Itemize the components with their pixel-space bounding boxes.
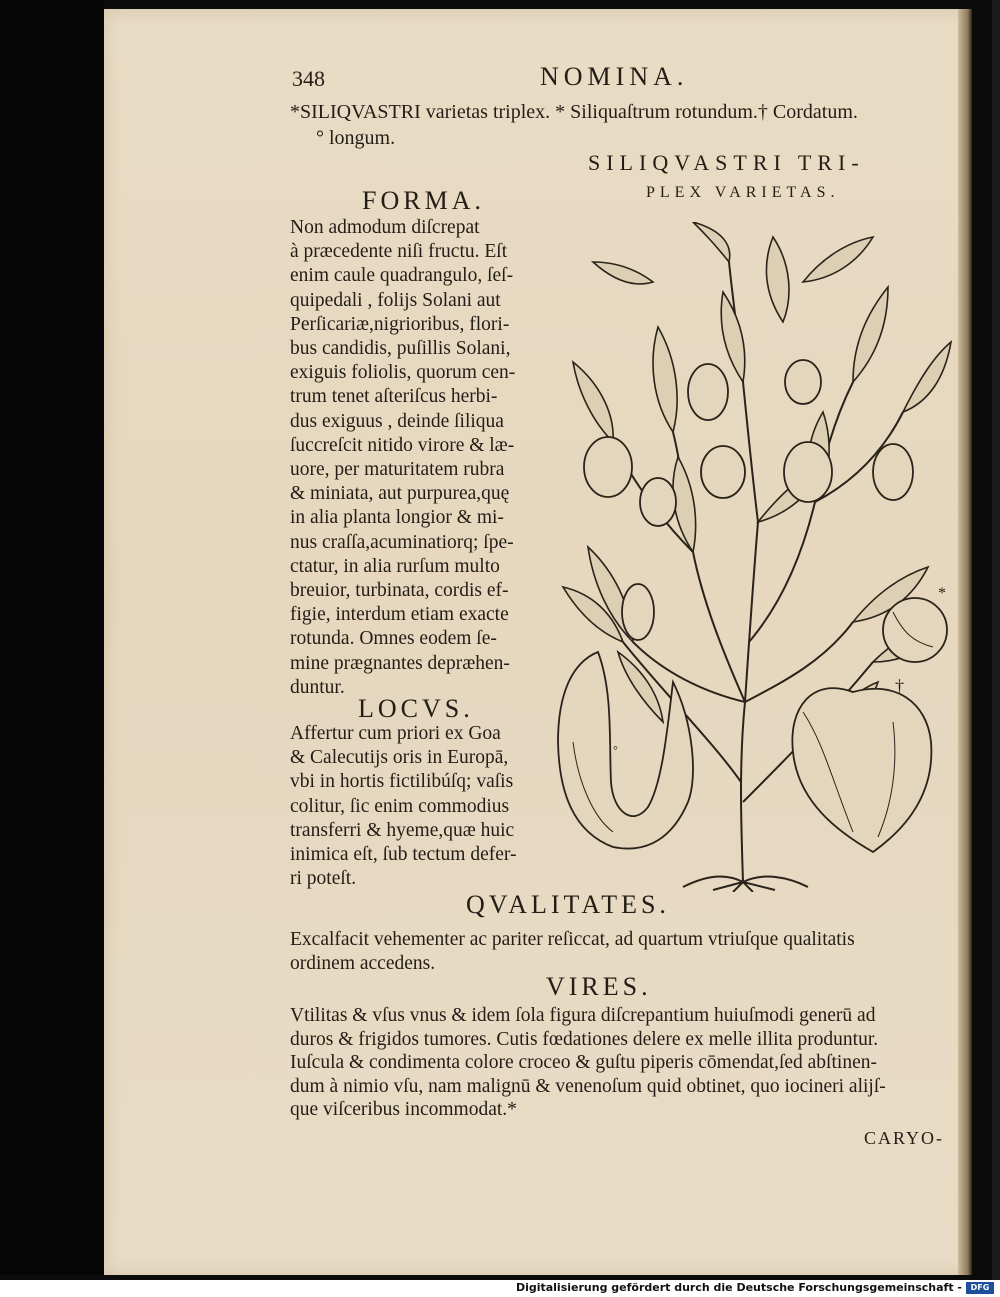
forma-line: enim caule quadrangulo, ſeſ- (290, 265, 514, 287)
section-heading-qualitates: QVALITATES. (466, 890, 670, 919)
locus-line: transferri & hyeme,quæ huic (290, 819, 515, 841)
scan-background-right (992, 0, 1000, 1280)
locus-line: colitur, ſic enim commodius (290, 795, 510, 817)
qualitates-line: Excalfacit vehementer ac pariter reſiccat, ad quartum vtriuſque qualitatis (290, 929, 855, 950)
locus-line: Affertur cum priori ex Goa (290, 723, 501, 744)
pepper-plant-woodcut-illustration (553, 222, 953, 892)
footer-credit: Digitalisierung gefördert durch die Deutsche Forschungsgemeinschaft - (515, 1281, 962, 1294)
forma-line: rotunda. Omnes eodem ſe- (290, 628, 497, 650)
forma-line: ctatur, in alia rurſum multo (290, 555, 500, 577)
vires-line: duros & frigidos tumores. Cutis fœdationes delere ex melle illita produntur. (290, 1028, 879, 1050)
section-heading-vires: VIRES. (546, 972, 652, 1001)
forma-line: nus craſſa,acuminatiorq; ſpe- (290, 531, 514, 553)
mark-rotundum: * (938, 585, 946, 602)
forma-line: in alia planta longior & mi- (290, 507, 504, 529)
forma-line: mine prægnantes depræhen- (290, 652, 510, 674)
forma-line: dus exiguus , deinde ſiliqua (290, 410, 504, 432)
forma-line: à præcedente niſi fructu. Eſt (290, 241, 508, 263)
locus-line: inimica eſt, ſub tectum defer- (290, 844, 517, 866)
forma-line: Non admodum diſcrepat (290, 217, 480, 238)
nomina-line-2: ° longum. (316, 127, 396, 149)
qualitates-text (290, 928, 855, 975)
nomina-line-1: *SILIQVASTRI varietas triplex. * Siliquaſtrum rotundum.† Cordatum. (290, 101, 858, 123)
figure-title-line-1: SILIQVASTRI TRI- (588, 150, 865, 175)
running-head: NOMINA. (540, 62, 689, 91)
forma-line: exiguis foliolis, quorum cen- (290, 362, 516, 384)
figure-title-line-2: PLEX VARIETAS. (646, 184, 840, 201)
forma-text (290, 216, 515, 700)
footer-bar (0, 1280, 1000, 1297)
catchword: CARYO- (863, 1128, 944, 1148)
vires-line: que viſceribus incommodat.* (290, 1099, 517, 1120)
mark-cordatum: † (895, 676, 904, 696)
locus-line: ri poteſt. (290, 868, 357, 890)
forma-line: breuior, turbinata, cordis ef- (290, 580, 509, 602)
forma-line: ſuccreſcit nitido virore & læ- (290, 434, 515, 456)
page-edge (958, 9, 972, 1275)
dfg-logo: DFG (966, 1282, 994, 1294)
locus-line: & Calecutijs oris in Europā, (290, 747, 509, 769)
vires-line: Vtilitas & vſus vnus & idem ſola figura diſcrepantium huiuſmodi generū ad (290, 1005, 876, 1026)
section-heading-locus: LOCVS. (358, 694, 474, 723)
forma-line: trum tenet aſteriſcus herbi- (290, 386, 498, 408)
vires-line: Iuſcula & condimenta colore croceo & guſtu piperis cōmendat,ſed abſtinen- (290, 1052, 877, 1073)
forma-line: quipedali , folijs Solani aut (290, 289, 501, 311)
mark-longum: ° (613, 743, 618, 757)
forma-line: & miniata, aut purpurea,quę (290, 483, 510, 505)
qualitates-line: ordinem accedens. (290, 952, 436, 974)
forma-line: duntur. (290, 676, 345, 698)
section-heading-forma: FORMA. (362, 186, 485, 215)
forma-line: figie, interdum etiam exacte (290, 604, 509, 626)
forma-line: bus candidis, puſillis Solani, (290, 338, 511, 360)
vires-line: dum à nimio vſu, nam malignū & venenoſum quid obtinet, quo iocineri alijſ- (290, 1075, 886, 1097)
locus-text (290, 722, 516, 891)
locus-line: vbi in hortis fictilibúſq; vaſis (290, 771, 514, 793)
vires-text (290, 1004, 886, 1122)
page-number: 348 (292, 66, 325, 91)
forma-line: uore, per maturitatem rubra (290, 459, 505, 481)
forma-line: Perſicariæ,nigrioribus, flori- (290, 313, 510, 335)
scan-background-left (0, 0, 104, 1275)
